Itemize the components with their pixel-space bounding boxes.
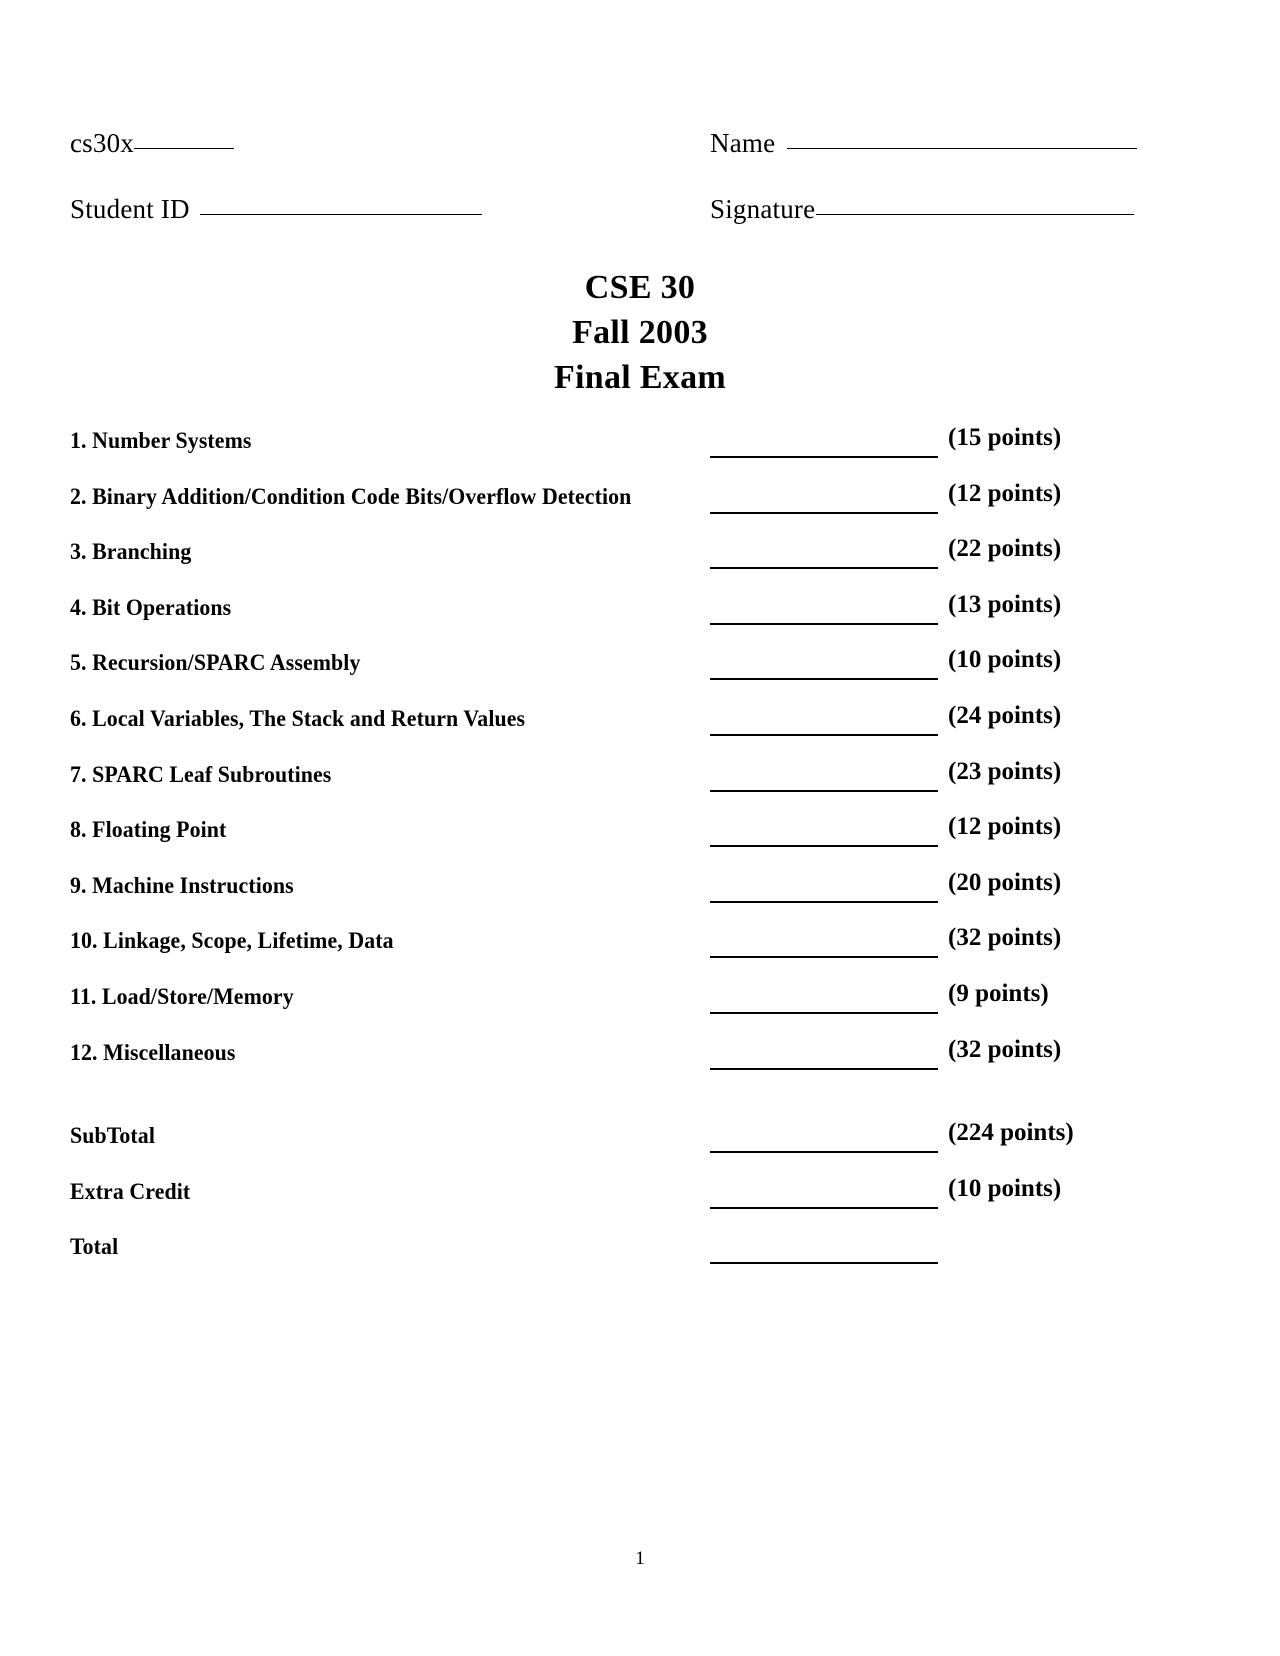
problem-row — [70, 591, 1150, 647]
problem-points: (23 points) — [948, 757, 1062, 785]
problem-score-list — [70, 424, 1150, 1286]
total-row — [70, 1230, 1150, 1286]
student-id-field-group — [70, 194, 710, 225]
score-blank-line[interactable] — [710, 790, 938, 792]
problem-points: (32 points) — [948, 1035, 1062, 1063]
problem-points: (15 points) — [948, 424, 1062, 451]
problem-label: 5. Recursion/SPARC Assembly — [70, 650, 361, 677]
score-blank-line[interactable] — [710, 956, 938, 958]
title-course: CSE 30 — [584, 269, 696, 306]
problem-row — [70, 535, 1150, 591]
problem-label: 4. Bit Operations — [70, 594, 232, 621]
course-code-field-group — [70, 128, 710, 159]
header-row-1 — [70, 128, 1145, 194]
student-id-label: Student ID — [70, 194, 190, 224]
score-blank-line[interactable] — [710, 901, 938, 903]
name-label: Name — [710, 128, 776, 158]
total-label: Total — [70, 1234, 119, 1261]
problem-points: (12 points) — [948, 813, 1062, 841]
problem-row — [70, 702, 1150, 758]
header-row-2 — [70, 194, 1145, 260]
problem-label: 7. SPARC Leaf Subroutines — [70, 761, 332, 788]
page-number: 1 — [635, 1548, 645, 1569]
name-field-group — [710, 128, 1145, 159]
problem-row — [70, 758, 1150, 814]
title-exam-type: Final Exam — [553, 359, 727, 396]
score-blank-line[interactable] — [710, 1068, 938, 1070]
signature-blank-line[interactable] — [816, 213, 1134, 215]
name-blank-line[interactable] — [787, 147, 1137, 149]
student-identification-header — [70, 128, 1145, 260]
problem-row — [70, 1036, 1150, 1092]
problem-label: 9. Machine Instructions — [70, 872, 294, 899]
extra-credit-points: (10 points) — [948, 1174, 1062, 1202]
subtotal-blank-line[interactable] — [710, 1151, 938, 1153]
problem-points: (22 points) — [948, 535, 1062, 563]
problem-points: (24 points) — [948, 701, 1062, 729]
problem-row — [70, 480, 1150, 536]
problem-label: 10. Linkage, Scope, Lifetime, Data — [70, 928, 394, 955]
score-blank-line[interactable] — [710, 734, 938, 736]
score-blank-line[interactable] — [710, 678, 938, 680]
score-blank-line[interactable] — [710, 845, 938, 847]
course-code-blank-line[interactable] — [134, 147, 234, 149]
problem-points: (32 points) — [948, 924, 1062, 952]
subtotal-label: SubTotal — [70, 1123, 155, 1150]
exam-title-block — [0, 265, 1280, 400]
score-blank-line[interactable] — [710, 512, 938, 514]
total-blank-line[interactable] — [710, 1262, 938, 1264]
signature-label: Signature — [710, 194, 816, 224]
problem-row — [70, 924, 1150, 980]
problem-label: 12. Miscellaneous — [70, 1039, 236, 1066]
signature-field-group — [710, 194, 1145, 225]
problem-row — [70, 646, 1150, 702]
problem-row — [70, 424, 1150, 480]
problem-label: 6. Local Variables, The Stack and Return Values — [70, 705, 526, 732]
problem-label: 3. Branching — [70, 539, 192, 566]
problem-points: (9 points) — [948, 979, 1049, 1007]
problem-label: 11. Load/Store/Memory — [70, 983, 294, 1010]
problem-label: 2. Binary Addition/Condition Code Bits/Overflow Detection — [70, 483, 632, 510]
course-code-label: cs30x — [70, 128, 134, 158]
problem-label: 8. Floating Point — [70, 817, 227, 844]
problem-points: (20 points) — [948, 868, 1062, 896]
extra-credit-label: Extra Credit — [70, 1178, 191, 1205]
score-blank-line[interactable] — [710, 456, 938, 458]
subtotal-points: (224 points) — [948, 1119, 1074, 1147]
score-blank-line[interactable] — [710, 1012, 938, 1014]
problem-points: (10 points) — [948, 646, 1062, 674]
problem-row — [70, 869, 1150, 925]
subtotal-row — [70, 1119, 1150, 1175]
problem-points: (12 points) — [948, 479, 1062, 507]
title-term: Fall 2003 — [572, 314, 708, 351]
extra-credit-row — [70, 1175, 1150, 1231]
score-blank-line[interactable] — [710, 567, 938, 569]
student-id-blank-line[interactable] — [200, 213, 482, 215]
score-blank-line[interactable] — [710, 623, 938, 625]
problem-label: 1. Number Systems — [70, 428, 252, 454]
problem-row — [70, 980, 1150, 1036]
problem-row — [70, 813, 1150, 869]
extra-credit-blank-line[interactable] — [710, 1207, 938, 1209]
problem-points: (13 points) — [948, 590, 1062, 618]
